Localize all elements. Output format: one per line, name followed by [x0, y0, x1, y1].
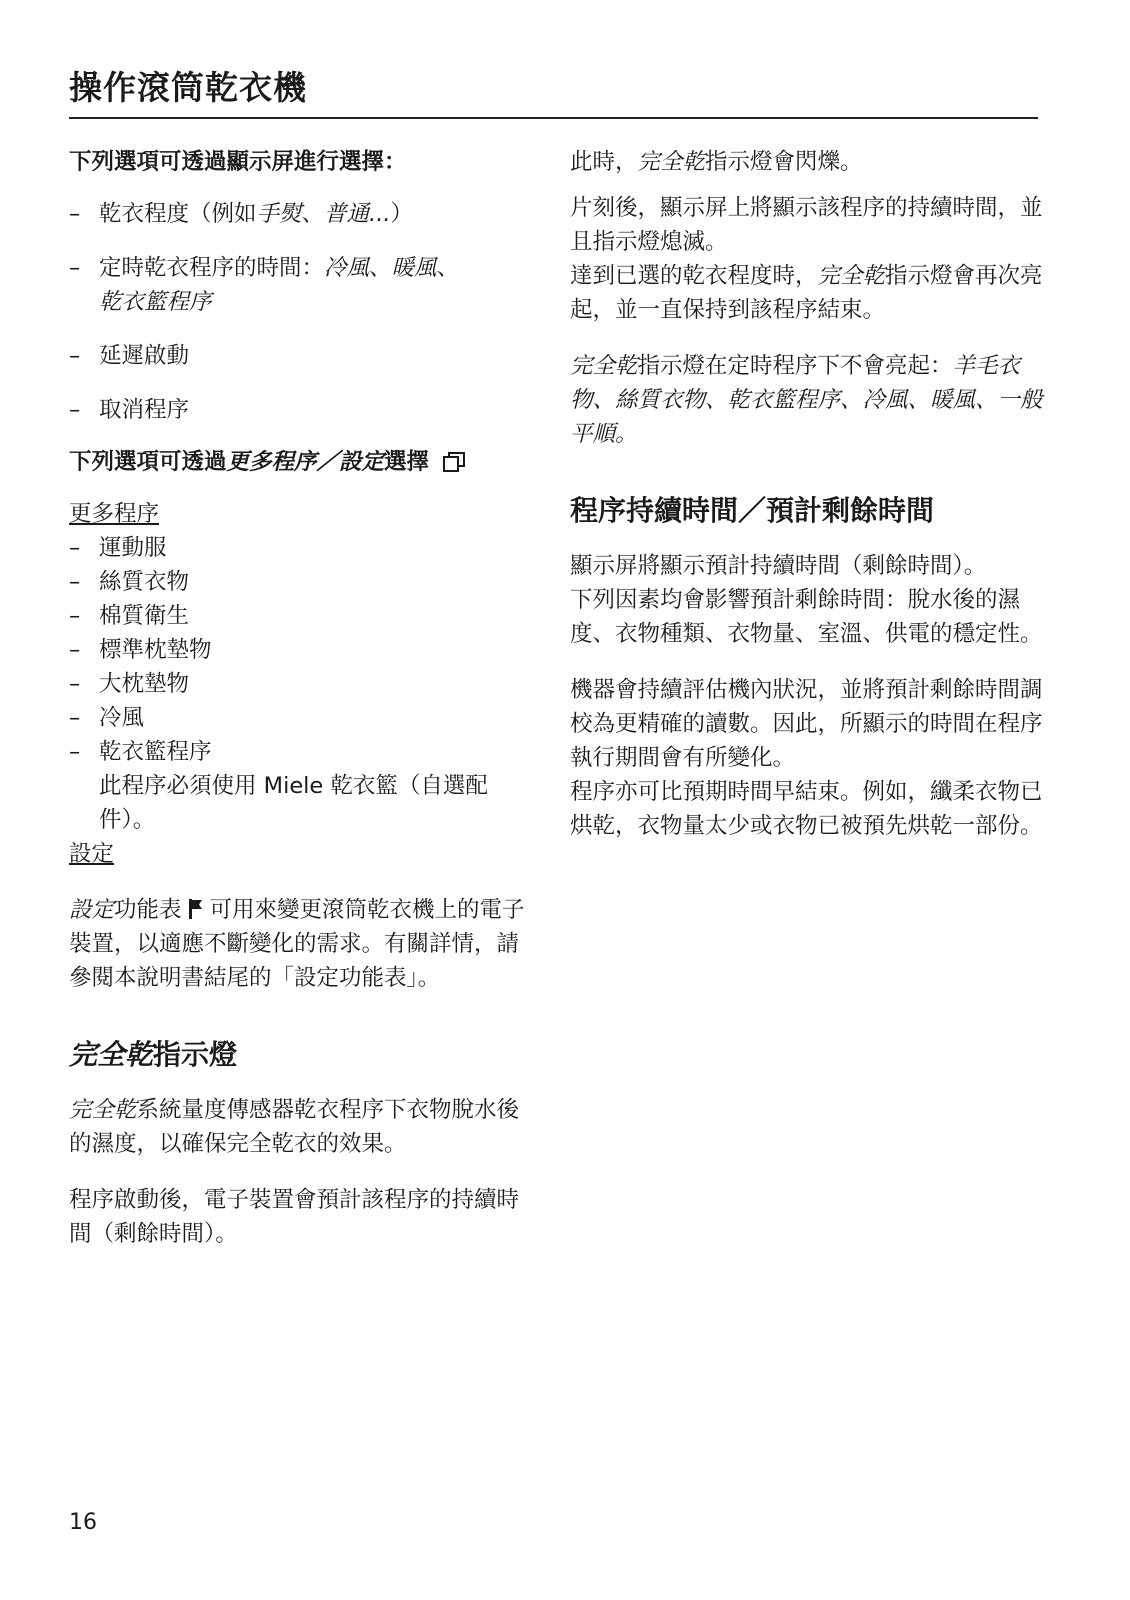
section-heading-duration: 程序持續時間／預計剩餘時間 [570, 494, 935, 527]
list-item [69, 667, 539, 701]
paragraph: 片刻後，顯示屏上將顯示該程序的持續時間，並且指示燈熄滅。 [570, 195, 1043, 255]
more-programs-list [69, 531, 539, 837]
list-item-text: 延遲啟動 [99, 343, 190, 369]
paragraph-text: 指示燈在定時程序下不會亮起： [637, 353, 953, 379]
dash-bullet: – [69, 603, 81, 629]
list-item-italic: 冷風 [324, 255, 370, 281]
list-item-italic: 普通... [324, 201, 391, 227]
list-item-separator: 、 [436, 255, 460, 281]
program-name: 冷風 [99, 705, 145, 731]
paragraph-text: 系統量度傳感器乾衣程序下衣物脫水後的濕度，以確保完全乾衣的效果。 [69, 1097, 520, 1157]
list-item [69, 633, 539, 667]
left-column [69, 145, 539, 1251]
paragraph: 顯示屏將顯示預計持續時間（剩餘時間）。 [570, 553, 987, 579]
paragraph-italic: 完全乾 [570, 353, 638, 379]
right-column [570, 145, 1056, 843]
paragraph-italic: 完全乾 [637, 149, 706, 175]
program-name: 運動服 [99, 535, 167, 561]
paragraph [570, 349, 1056, 451]
program-name: 絲質衣物 [99, 569, 190, 595]
more-programs-icon [443, 448, 465, 468]
heading-italic: 完全乾 [69, 1038, 154, 1071]
program-name: 乾衣籃程序 [99, 739, 212, 765]
list-item-italic: 暖風 [391, 255, 437, 281]
dash-bullet: – [69, 201, 81, 227]
paragraph: 下列因素均會影響預計剩餘時間：脫水後的濕度、衣物種類、衣物量、室溫、供電的穩定性。 [570, 587, 1043, 647]
dash-bullet: – [69, 637, 81, 663]
paragraph: 程序亦可比預期時間早結束。例如，纖柔衣物已烘乾，衣物量太少或衣物已被預先烘乾一部份。 [570, 779, 1043, 839]
list-item-italic: 手熨 [256, 201, 302, 227]
flag-icon [188, 896, 204, 918]
more-options-heading [69, 445, 539, 479]
paragraph: 機器會持續評估機內狀況，並將預計剩餘時間調校為更精確的讀數。因此，所顯示的時間在程序執行期間會有所變化。 [570, 677, 1043, 771]
list-item [69, 599, 539, 633]
dash-bullet: – [69, 705, 81, 731]
list-item-text: ） [390, 201, 414, 227]
paragraph-italic: 完全乾 [69, 1097, 137, 1123]
list-item [69, 393, 539, 427]
display-options-heading: 下列選項可透過顯示屏進行選擇： [69, 149, 407, 175]
list-item-separator: 、 [369, 255, 392, 281]
section-heading-dry-indicator [69, 1035, 539, 1075]
dash-bullet: – [69, 343, 81, 369]
list-item-italic: 乾衣籃程序 [99, 289, 212, 315]
list-item-text: 定時乾衣程序的時間： [99, 255, 325, 281]
paragraph-italic: 設定 [69, 897, 115, 923]
page-title: 操作滾筒乾衣機 [69, 68, 307, 107]
list-item-text: 乾衣程度（例如 [99, 201, 257, 227]
dash-bullet: – [69, 739, 81, 765]
list-item [69, 701, 539, 735]
dash-bullet: – [69, 397, 81, 423]
program-name: 大枕墊物 [99, 671, 190, 697]
basket-note [69, 769, 539, 837]
paragraph-text: 指示燈會閃爍。 [705, 149, 863, 175]
paragraph [570, 145, 1056, 179]
page-number: 16 [69, 1510, 97, 1535]
more-programs-label: 更多程序 [69, 501, 160, 527]
settings-label: 設定 [69, 841, 115, 867]
heading-text: 選擇 [384, 449, 430, 475]
paragraph-text: 指示燈會再次亮起，並一直保持到該程序結束。 [570, 263, 1043, 323]
heading-text: 指示燈 [153, 1038, 238, 1071]
paragraph-italic: 羊毛衣物、絲質衣物、乾衣籃程序、冷風、暖風、一般平順。 [570, 353, 1043, 447]
paragraph-text: 功能表 [114, 897, 182, 923]
title-divider [69, 117, 1038, 119]
program-name: 標準枕墊物 [99, 637, 212, 663]
section-paragraph [69, 1093, 539, 1161]
heading-italic: 更多程序／設定 [226, 449, 385, 475]
list-item [69, 565, 539, 599]
list-item [69, 339, 539, 373]
paragraph-italic: 完全乾 [817, 263, 886, 289]
heading-text: 下列選項可透過 [69, 449, 227, 475]
paragraph [570, 259, 1056, 327]
section-paragraph: 程序啟動後，電子裝置會預計該程序的持續時間（剩餘時間）。 [69, 1187, 520, 1247]
list-item-text: 取消程序 [99, 397, 190, 423]
list-item [69, 251, 539, 319]
dash-bullet: – [69, 535, 81, 561]
dash-bullet: – [69, 569, 81, 595]
list-item [69, 197, 539, 231]
list-item-separator: 、 [301, 201, 325, 227]
dash-bullet: – [69, 255, 81, 281]
program-name: 棉質衛生 [99, 603, 190, 629]
dash-bullet: – [69, 671, 81, 697]
note-text: 此程序必須使用 Miele 乾衣籃（自選配件）。 [99, 773, 488, 833]
paragraph-text: 達到已選的乾衣程度時， [570, 263, 818, 289]
settings-paragraph [69, 893, 539, 995]
paragraph-text: 可用來變更滾筒乾衣機上的電子裝置，以適應不斷變化的需求。有關詳情，請參閱本說明書結尾的「設定功能表」。 [69, 897, 525, 991]
paragraph-text: 此時， [570, 149, 638, 175]
list-item [69, 735, 539, 769]
list-item [69, 531, 539, 565]
